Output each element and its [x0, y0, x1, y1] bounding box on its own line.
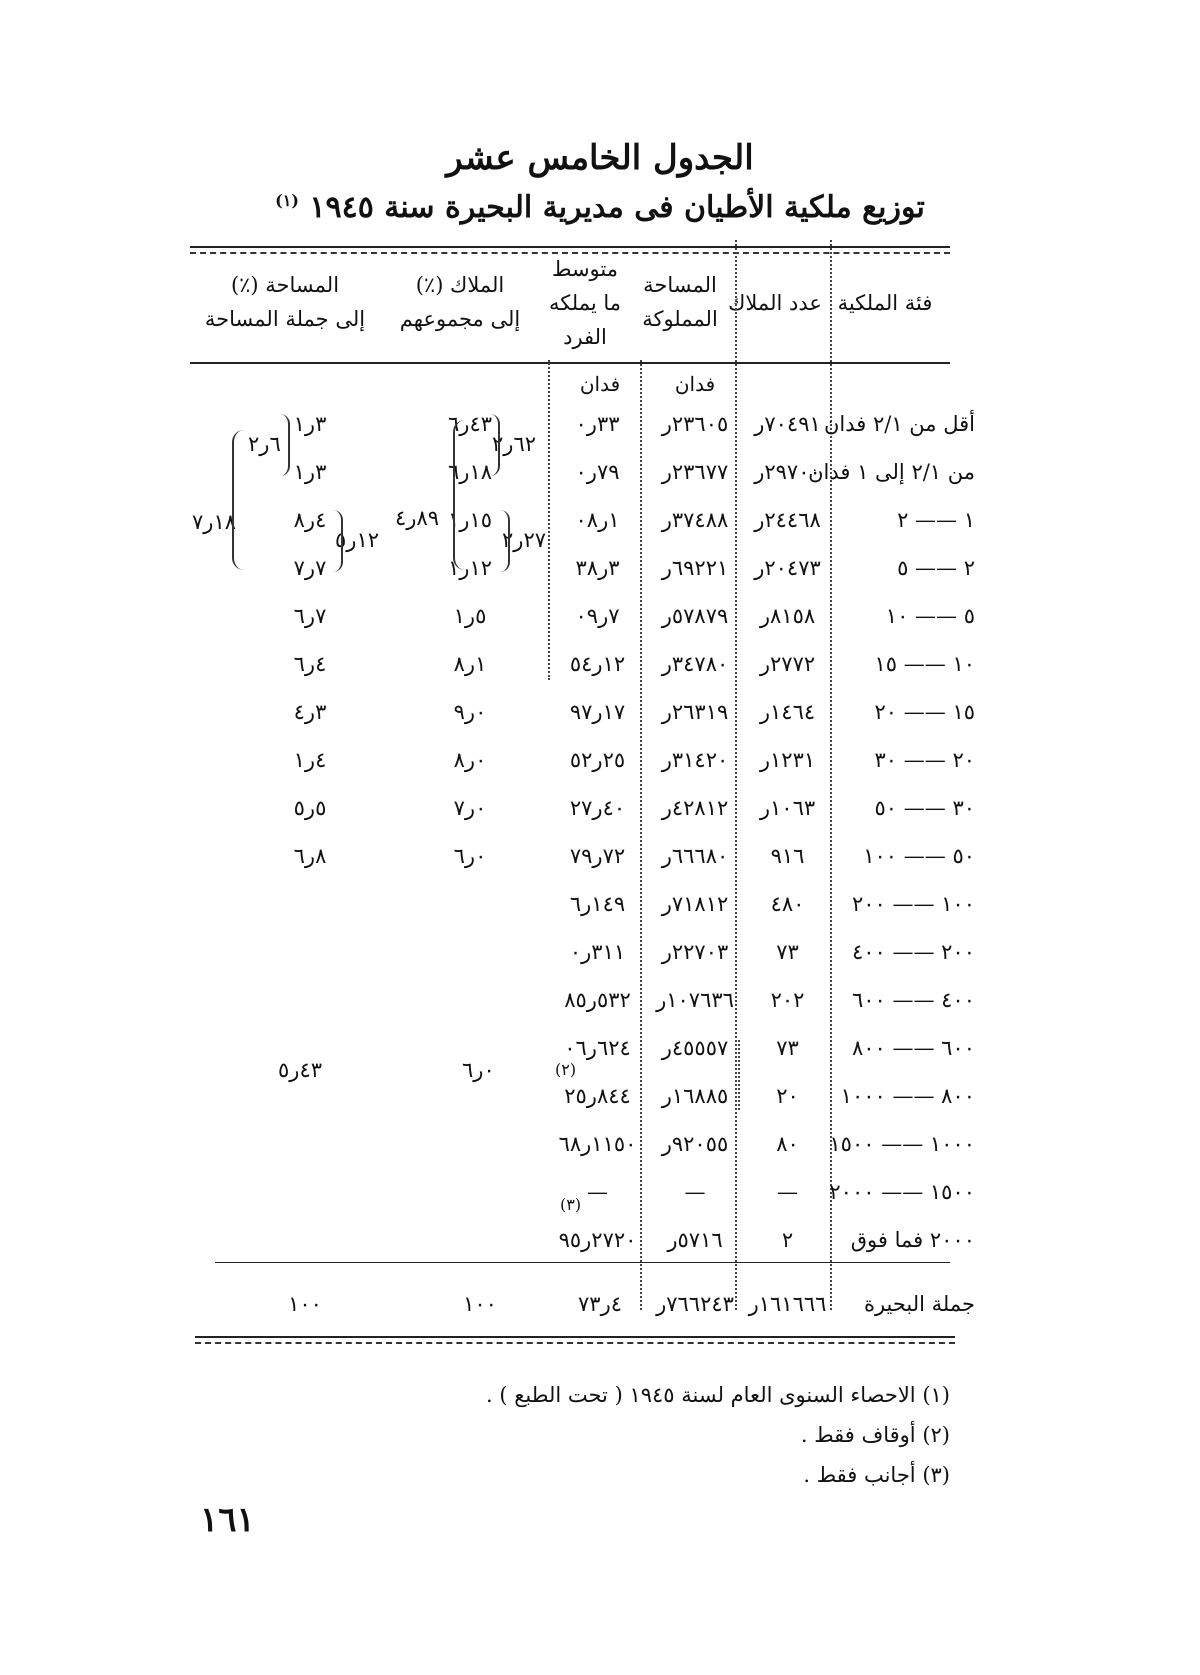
- cell-area-pct: ٥ر٥: [293, 796, 327, 820]
- cell-cat: ٢٠ —— ٣٠: [874, 748, 975, 772]
- total-avg: ٤ر٧٣: [578, 1292, 622, 1316]
- cell-owners-pct: ٠ر٧: [453, 796, 487, 820]
- cell-avg: ٨٤٤ر٢٥: [564, 1084, 631, 1108]
- group1-area-sum: ٦ر٢: [248, 432, 281, 456]
- footnote-2: (٢) أوقاف فقط .: [800, 1423, 950, 1447]
- cell-owners: ٢٠٢: [770, 988, 805, 1012]
- cell-cat: ١٠٠ —— ٢٠٠: [851, 892, 975, 916]
- cell-avg: ٥٣٢ر٨٥: [564, 988, 631, 1012]
- total-area-pct: ١٠٠: [288, 1292, 322, 1316]
- cell-owners: ٧٣: [776, 1036, 799, 1060]
- cell-area-pct: ٤ر٦: [293, 652, 327, 676]
- cell-owners: ٢: [781, 1228, 794, 1252]
- footnote-3: (٣) أجانب فقط .: [803, 1463, 950, 1487]
- header-area-line2: المملوكة: [642, 307, 718, 331]
- cell-owners-pct: ٠ر٦: [453, 844, 487, 868]
- header-owners-pct: [380, 268, 540, 336]
- cell-cat: ١٥٠٠ —— ٢٠٠٠: [829, 1180, 975, 1204]
- cell-area: ٣٧٤٨٨ر: [661, 508, 729, 532]
- cell-cat: ٤٠٠ —— ٦٠٠: [851, 988, 975, 1012]
- cell-area: ٢٦٣١٩ر: [661, 700, 729, 724]
- cell-owners-pct: ١ر٨: [453, 652, 487, 676]
- cell-area: ٢٣٦٧٧ر: [661, 460, 729, 484]
- cell-owners-pct: ١٢ر١: [448, 556, 492, 580]
- header-avg: [535, 252, 635, 354]
- group1-owners-brace: [490, 414, 500, 476]
- big-group-area-brace: [232, 430, 244, 570]
- cell-owners: ٨١٥٨ر: [759, 604, 816, 628]
- header-category: فئة الملكية: [837, 291, 933, 315]
- cell-owners: ٢٠٤٧٣ر: [754, 556, 821, 580]
- cell-cat: ٨٠٠ —— ١٠٠٠: [840, 1084, 975, 1108]
- cell-avg: —: [587, 1180, 608, 1204]
- total-owners: ١٦١٦٦٦ر: [748, 1292, 827, 1316]
- bottom-rule-dashed: [195, 1342, 955, 1344]
- header-rule: [190, 362, 950, 364]
- cell-cat: ٥٠ —— ١٠٠: [863, 844, 975, 868]
- header-area: [625, 268, 735, 336]
- cell-avg: ٧٢ر٧٩: [569, 844, 626, 868]
- footnote-ref-3: (٣): [560, 1195, 582, 1214]
- cell-cat: ٣٠ —— ٥٠: [874, 796, 975, 820]
- cell-area: ٦٦٦٨٠ر: [661, 844, 729, 868]
- subtitle-text: توزيع ملكية الأطيان فى مديرية البحيرة سنة ١٩٤٥: [309, 190, 925, 225]
- cell-owners-pct: ١٨ر٦: [448, 460, 492, 484]
- cell-cat: ٥ —— ١٠: [885, 604, 975, 628]
- tail-group-owners-sum: ٠ر٦: [462, 1058, 495, 1082]
- group2-owners-sum: ٢٧ر٢: [502, 528, 546, 552]
- total-owners-pct: ١٠٠: [463, 1292, 497, 1316]
- cell-area: ٥٧٨٧٩ر: [661, 604, 729, 628]
- cell-area: ٢٢٧٠٣ر: [661, 940, 729, 964]
- cell-area-pct: ٨ر٦: [293, 844, 327, 868]
- cell-owners: ١٢٣١ر: [759, 748, 816, 772]
- cell-area: ٥٧١٦ر: [667, 1228, 723, 1252]
- cell-owners-pct: ٠ر٨: [453, 748, 487, 772]
- header-area-pct-line2: إلى جملة المساحة: [204, 307, 366, 331]
- big-group-owners-sum: ٨٩ر٤: [395, 506, 439, 530]
- header-area-line1: المساحة: [643, 273, 717, 297]
- column-divider-3: [640, 360, 642, 1310]
- cell-owners: ٧٠٤٩١ر: [754, 412, 821, 436]
- cell-cat: ١٥ —— ٢٠: [874, 700, 975, 724]
- table-title: الجدول الخامس عشر: [446, 138, 754, 178]
- cell-avg: ١١٥٠ر٦٨: [558, 1132, 637, 1156]
- tail-divider: [738, 1040, 740, 1110]
- total-area: ٧٦٦٢٤٣ر: [656, 1292, 734, 1316]
- header-avg-line2: ما يملكه: [548, 291, 622, 315]
- cell-avg: ١ر٠٨: [575, 508, 620, 532]
- group1-area-brace: [280, 414, 290, 476]
- cell-avg: ٦٢٤ر٠٦: [564, 1036, 631, 1060]
- cell-area: ١٦٨٨٥ر: [661, 1084, 729, 1108]
- cell-avg: ١٧ر٩٧: [569, 700, 626, 724]
- header-owners-pct-line2: إلى مجموعهم: [399, 307, 521, 331]
- cell-area-pct: ٧ر٦: [293, 604, 327, 628]
- cell-area: ١٠٧٦٣٦ر: [656, 988, 734, 1012]
- header-avg-line3: الفرد: [563, 325, 607, 349]
- footnote-1: (١) الاحصاء السنوى العام لسنة ١٩٤٥ ( تحت الطبع ) .: [486, 1383, 950, 1407]
- subtitle-footnote-ref: (١): [275, 191, 299, 210]
- footnote-ref-2: (٢): [555, 1060, 577, 1079]
- header-owners-pct-line1: الملاك (٪): [415, 273, 505, 297]
- big-group-owners-brace: [453, 420, 465, 570]
- tail-group-area-sum: ٤٣ر٥: [278, 1058, 322, 1082]
- cell-area-pct: ٤ر١: [293, 748, 327, 772]
- group2-area-brace: [333, 510, 343, 572]
- pre-total-rule: [215, 1262, 950, 1263]
- bottom-rule: [195, 1336, 955, 1338]
- cell-owners: ٨٠: [776, 1132, 799, 1156]
- cell-owners: ١٠٦٣ر: [759, 796, 816, 820]
- top-rule: [190, 246, 950, 248]
- header-area-pct: [195, 268, 375, 336]
- cell-owners: —: [777, 1180, 798, 1204]
- cell-cat: أقل من ٢/١ فدان: [823, 412, 975, 436]
- header-avg-line1: متوسط: [552, 257, 618, 281]
- cell-area-pct: ٣ر٤: [293, 700, 327, 724]
- cell-owners: ٩١٦: [770, 844, 805, 868]
- cell-owners: ٢٩٧٠٠ر: [754, 460, 821, 484]
- cell-owners-pct: ١٥ر١: [448, 508, 492, 532]
- cell-area: ٩٢٠٥٥ر: [661, 1132, 729, 1156]
- cell-owners-pct: ٠ر٩: [453, 700, 487, 724]
- header-area-pct-line1: المساحة (٪): [230, 273, 340, 297]
- cell-avg: ٤٠ر٢٧: [569, 796, 626, 820]
- cell-area: —: [684, 1180, 706, 1204]
- footnotes: [486, 1375, 950, 1495]
- unit-avg: فدان: [579, 372, 621, 396]
- cell-owners: ١٤٦٤ر: [759, 700, 816, 724]
- cell-cat: ٢٠٠ —— ٤٠٠: [851, 940, 975, 964]
- cell-area: ٦٩٢٢١ر: [661, 556, 729, 580]
- unit-area: فدان: [674, 372, 716, 396]
- total-label: جملة البحيرة: [863, 1292, 975, 1316]
- cell-area: ٧١٨١٢ر: [661, 892, 729, 916]
- cell-avg: ٧٩ر٠: [575, 460, 620, 484]
- group2-area-sum: ١٢ر٥: [335, 528, 379, 552]
- cell-cat: ١٠ —— ١٥: [874, 652, 975, 676]
- cell-area: ٣٤٧٨٠ر: [661, 652, 729, 676]
- cell-avg: ١٢ر٥٤: [569, 652, 626, 676]
- cell-cat: ٦٠٠ —— ٨٠٠: [851, 1036, 975, 1060]
- group1-owners-sum: ٦٢ر٢: [492, 432, 536, 456]
- cell-owners: ٢٤٤٦٨ر: [754, 508, 821, 532]
- cell-avg: ١٤٩ر٦: [569, 892, 626, 916]
- cell-cat: ٢ —— ٥: [897, 556, 975, 580]
- cell-owners: ٤٨٠: [770, 892, 805, 916]
- cell-cat: ١ —— ٢: [897, 508, 975, 532]
- cell-avg: ٢٥ر٥٢: [569, 748, 626, 772]
- cell-owners: ٢٧٧٢ر: [759, 652, 816, 676]
- cell-area: ٢٣٦٠٥ر: [661, 412, 729, 436]
- table-subtitle: [0, 190, 1200, 225]
- cell-avg: ٣٣ر٠: [575, 412, 620, 436]
- cell-area-pct: ٣ر١: [293, 412, 327, 436]
- cell-avg: ٣١١ر٠: [569, 940, 626, 964]
- page-number: ١٦١: [200, 1500, 255, 1540]
- cell-avg: ٧ر٠٩: [575, 604, 620, 628]
- cell-area: ٤٢٨١٢ر: [661, 796, 729, 820]
- group2-owners-brace: [500, 510, 510, 572]
- cell-area: ٣١٤٢٠ر: [661, 748, 729, 772]
- big-group-area-sum: ١٨ر٧: [192, 510, 236, 534]
- cell-cat: ٢٠٠٠ فما فوق: [850, 1228, 975, 1252]
- cell-cat: من ٢/١ إلى ١ فدان: [808, 460, 975, 484]
- cell-owners-pct: ٤٣ر٦: [448, 412, 492, 436]
- cell-avg: ٣ر٣٨: [575, 556, 620, 580]
- cell-owners: ٧٣: [776, 940, 799, 964]
- cell-area-pct: ٣ر١: [293, 460, 327, 484]
- cell-area: ٤٥٥٥٧ر: [661, 1036, 729, 1060]
- cell-area-pct: ٤ر٨: [293, 508, 327, 532]
- header-owners: عدد الملاك: [728, 291, 822, 315]
- cell-area-pct: ٧ر٧: [293, 556, 327, 580]
- cell-avg: ٢٧٢٠ر٩٥: [558, 1228, 637, 1252]
- cell-owners: ٢٠: [776, 1084, 799, 1108]
- cell-cat: ١٠٠٠ —— ١٥٠٠: [829, 1132, 975, 1156]
- cell-owners-pct: ٥ر١: [453, 604, 487, 628]
